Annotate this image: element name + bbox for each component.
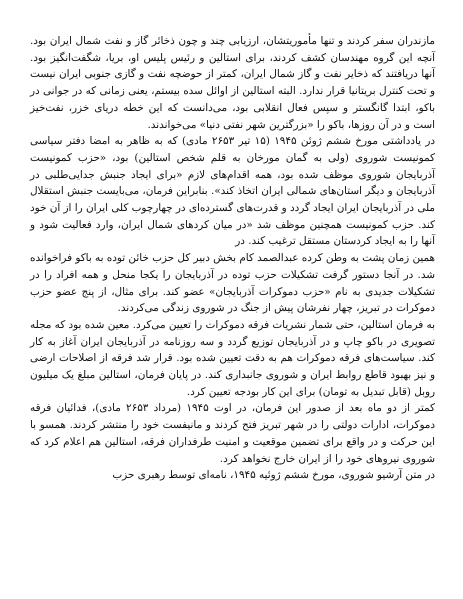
paragraph-1: مازندران سفر کردند و تنها مأموریتشان، ارزیابی چند و چون ذخائر گاز و نفت شمال ایران بود. آنچه این گروه مهندسان کشف کردند، برای استالین و رئیس پلیس او، بریا، شگفت‌انگیز بود. آنها دریافتند که ذخایر نفت و گاز شمال ایران، کمتر از حوضچه نفت و گازی جنوبی ایران نیست و تحت کنترل بریتانیا قرار ندارد. البته استالین از اوائل سده بیستم، یعنی زمانی که در جوانی در باکو، ابتدا گانگستر و سپس فعال انقلابی بود، می‌دانست که این خطه دریای خزر، نفت‌خیز است و در آن روزها، باکو را «بزرگترین شهر نفتی دنیا» می‌خواندند.	[30, 35, 435, 131]
document-body	[30, 33, 435, 484]
paragraph-6: در متن آرشیو شوروی، مورخ ششم ژوئیه ۱۹۴۵، نامه‌ای توسط رهبری حزب	[112, 469, 435, 482]
paragraph-3: همین زمان پشت به وطن کرده عبدالصمد کام بخش دبیر کل حزب خائن توده به باکو فراخوانده شد. در آنجا دستور گرفت تشکیلات حزب توده در آذربایجان را یکجا منحل و همه افراد را در تشکیلات جدیدی به نام «حزب دموکرات آذربایجان» عضو کند. برای مثال، از پنج عضو حزب دموکرات در تبریز، چهار نفرشان پیش از جنگ در شوروی زندگی می‌کردند.	[30, 252, 435, 315]
paragraph-5: کمتر از دو ماه بعد از صدور این فرمان، در اوت ۱۹۴۵ (مرداد ۲۶۵۳ مادی)، فدائیان فرقه دموکرات، ادارات دولتی را در شهر تبریز فتح کردند و مانیفست خود را منتشر کردند. همسو با این حرکت و در واقع برای تضمین موقعیت و امنیت طرفداران فرقه، استالین هم اعلام کرد که شوروی نیروهای خود را از ایران خارج نخواهد کرد.	[30, 402, 435, 465]
paragraph-2: در یادداشتی مورخ ششم ژوئن ۱۹۴۵ (۱۵ تیر ۲۶۵۳ مادی) که به ظاهر به امضا دفتر سیاسی کمونیست شوروی (ولی به گمان مورخان به قلم شخص استالین) بود، «حزب کمونیست آذربایجان شوروی موظف شده بود، همه اقدام‌های لازم «برای ایجاد جنبش جدایی‌طلبی در آذربایجان و دیگر استان‌های شمالی ایران اتخاذ کند». بنابراین فرمان، می‌بایست جنبش استقلال ملی در آذربایجان ایران ایجاد گردد و قدرت‌های گسترده‌ای در چهارچوب کلی ایران را از آن خود کند. حزب کمونیست همچنین موظف شد «در میان کردهای شمال ایران، وارد فعالیت شود و آنها را به ایجاد کردستان مستقل ترغیب کند. در	[29, 135, 435, 248]
paragraph-4: به فرمان استالین، حتی شمار نشریات فرقه دموکرات را تعیین می‌کرد. معین شده بود که مجله تصویری در باکو چاپ و در آذربایجان توزیع گردد و سه روزنامه در آذربایجان ایران آغاز به کار کند. سیاست‌های فرقه دموکرات هم به دقت تعیین شده بود. قرار شد فرقه از اصلاحات ارضی و نیز بهبود قاطع روابط ایران و شوروی جانبداری کند. در پایان فرمان، استالین مبلغ یک میلیون روبل (قابل تبدیل به تومان) برای این کار بودجه تعیین کرد.	[30, 318, 435, 398]
